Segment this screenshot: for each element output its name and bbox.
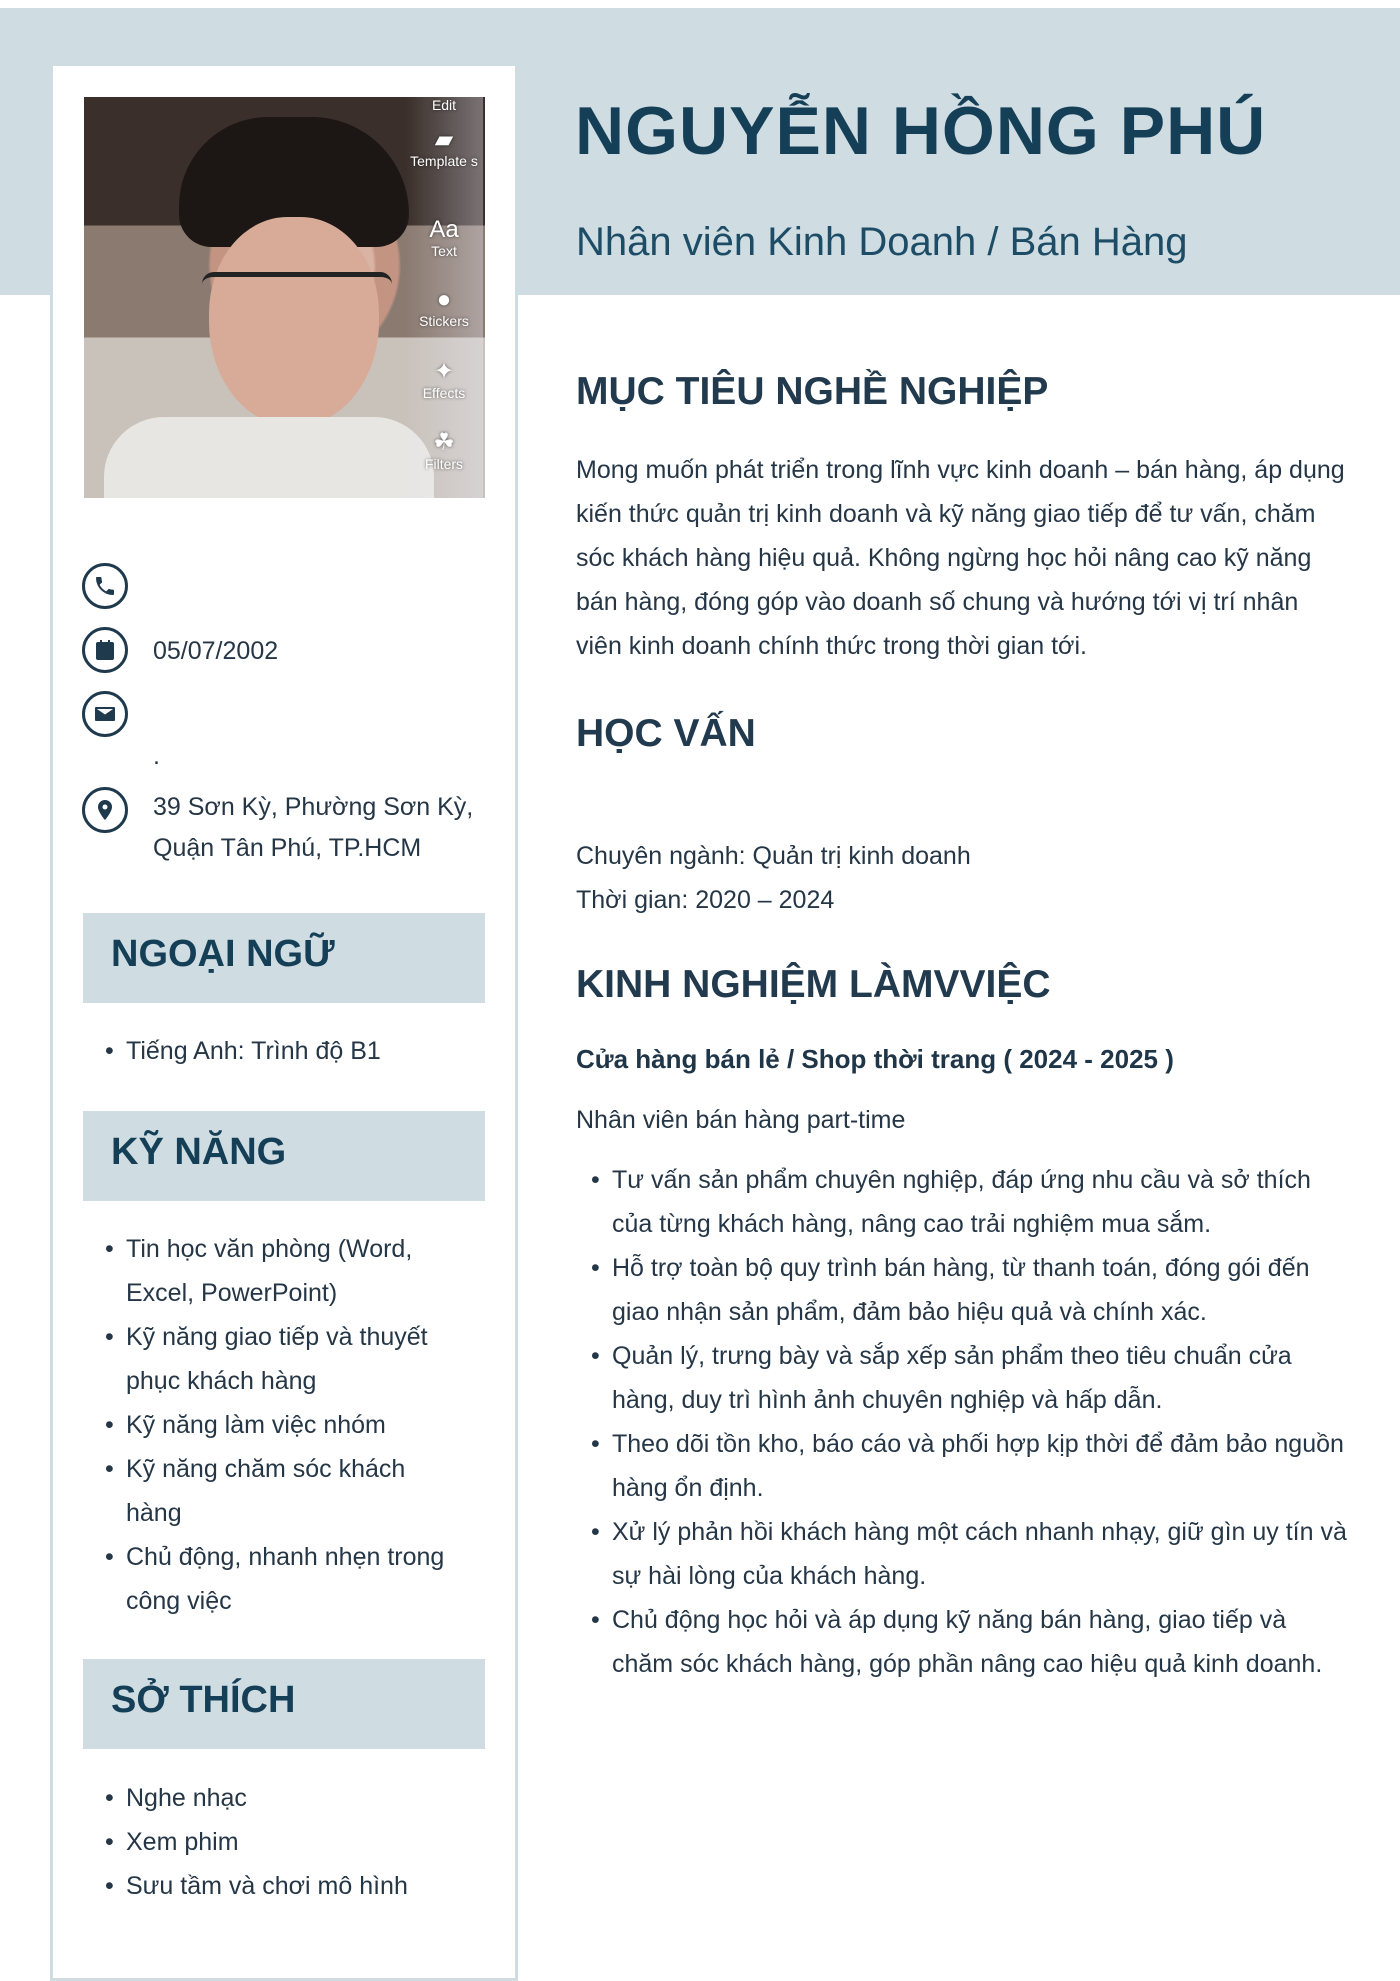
education-title: HỌC VẤN xyxy=(576,712,756,755)
effects-icon: ✦ xyxy=(433,358,455,385)
experience-role: Nhân viên bán hàng part-time xyxy=(576,1106,906,1134)
job-title: Nhân viên Kinh Doanh / Bán Hàng xyxy=(576,220,1188,264)
templates-tool-label: Template s xyxy=(410,153,478,169)
duty-item: • Quản lý, trưng bày và sắp xếp sản phẩm theo tiêu chuẩn cửa hàng, duy trì hình ảnh chuyên nghiệp và hấp dẫn. xyxy=(591,1334,1351,1422)
objective-text: Mong muốn phát triển trong lĩnh vực kinh doanh – bán hàng, áp dụng kiến thức quản trị kinh doanh và kỹ năng giao tiếp để tư vấn, chăm sóc khách hàng hiệu quả. Không ngừng học hỏi nâng cao kỹ năng bán hàng, đóng góp vào doanh số chung và hướng tới vị trí nhân viên kinh doanh chính thức trong thời gian tới. xyxy=(576,456,1345,660)
address-line-1: 39 Sơn Kỳ, Phường Sơn Kỳ, xyxy=(153,793,474,821)
duty-item: • Xử lý phản hồi khách hàng một cách nhanh nhạy, giữ gìn uy tín và sự hài lòng của khách hàng. xyxy=(591,1510,1351,1598)
duty-item: • Theo dõi tồn kho, báo cáo và phối hợp kịp thời để đảm bảo nguồn hàng ổn định. xyxy=(591,1422,1351,1510)
photo-editor-toolbar xyxy=(405,97,483,498)
photo-shirt xyxy=(104,417,434,498)
languages-header xyxy=(83,913,485,1003)
photo-glasses xyxy=(202,272,392,327)
birthday-text: 05/07/2002 xyxy=(153,637,279,665)
hobby-item: • Xem phim xyxy=(105,1820,475,1864)
candidate-name: NGUYỄN HỒNG PHÚ xyxy=(575,93,1267,169)
text-tool-label: Text xyxy=(431,243,457,259)
languages-title: NGOẠI NGỮ xyxy=(111,933,335,975)
stickers-icon: ● xyxy=(436,286,452,313)
skill-item: • Tin học văn phòng (Word, Excel, PowerPoint) xyxy=(105,1227,465,1315)
education-major: Chuyên ngành: Quản trị kinh doanh xyxy=(576,842,971,870)
duty-item: • Chủ động học hỏi và áp dụng kỹ năng bán hàng, giao tiếp và chăm sóc khách hàng, góp phần nâng cao hiệu quả kinh doanh. xyxy=(591,1598,1351,1686)
calendar-icon xyxy=(82,627,128,673)
skills-title: KỸ NĂNG xyxy=(111,1131,287,1173)
effects-tool xyxy=(405,359,483,401)
edit-tool-label: Edit xyxy=(431,97,457,113)
objective-title: MỤC TIÊU NGHỀ NGHIỆP xyxy=(576,370,1049,413)
email-text: . xyxy=(153,742,160,770)
hobbies-list xyxy=(105,1776,475,1908)
text-tool xyxy=(405,217,483,259)
filters-tool xyxy=(405,430,483,472)
education-period: Thời gian: 2020 – 2024 xyxy=(576,886,835,914)
stickers-tool xyxy=(405,287,483,329)
address-line-2: Quận Tân Phú, TP.HCM xyxy=(153,834,422,862)
skills-list xyxy=(105,1227,465,1623)
skill-item: • Kỹ năng chăm sóc khách hàng xyxy=(105,1447,465,1535)
templates-icon: ▰ xyxy=(434,126,454,153)
filters-icon: ☘ xyxy=(433,429,455,456)
hobby-item: • Sưu tầm và chơi mô hình xyxy=(105,1864,475,1908)
hobbies-title: SỞ THÍCH xyxy=(111,1679,296,1721)
experience-company: Cửa hàng bán lẻ / Shop thời trang ( 2024 - 2025 ) xyxy=(576,1044,1174,1074)
email-icon xyxy=(82,691,128,737)
language-item: • Tiếng Anh: Trình độ B1 xyxy=(105,1029,475,1073)
skill-item: • Kỹ năng giao tiếp và thuyết phục khách hàng xyxy=(105,1315,465,1403)
skill-item: • Kỹ năng làm việc nhóm xyxy=(105,1403,465,1447)
duty-item: • Hỗ trợ toàn bộ quy trình bán hàng, từ thanh toán, đóng gói đến giao nhận sản phẩm, đảm bảo hiệu quả và chính xác. xyxy=(591,1246,1351,1334)
profile-photo xyxy=(84,97,485,498)
experience-duties xyxy=(591,1158,1351,1686)
hobby-item: • Nghe nhạc xyxy=(105,1776,475,1820)
hobbies-header xyxy=(83,1659,485,1749)
phone-icon xyxy=(82,563,128,609)
text-icon: Aa xyxy=(429,216,459,243)
filters-tool-label: Filters xyxy=(424,456,464,472)
duty-item: • Tư vấn sản phẩm chuyên nghiệp, đáp ứng nhu cầu và sở thích của từng khách hàng, nâng cao trải nghiệm mua sắm. xyxy=(591,1158,1351,1246)
languages-list xyxy=(105,1029,475,1073)
experience-title: KINH NGHIỆM LÀMVVIỆC xyxy=(576,963,1051,1006)
stickers-tool-label: Stickers xyxy=(419,313,469,329)
skill-item: • Chủ động, nhanh nhẹn trong công việc xyxy=(105,1535,465,1623)
location-pin-icon xyxy=(82,787,128,833)
templates-tool xyxy=(405,127,483,169)
skills-header xyxy=(83,1111,485,1201)
effects-tool-label: Effects xyxy=(422,385,466,401)
